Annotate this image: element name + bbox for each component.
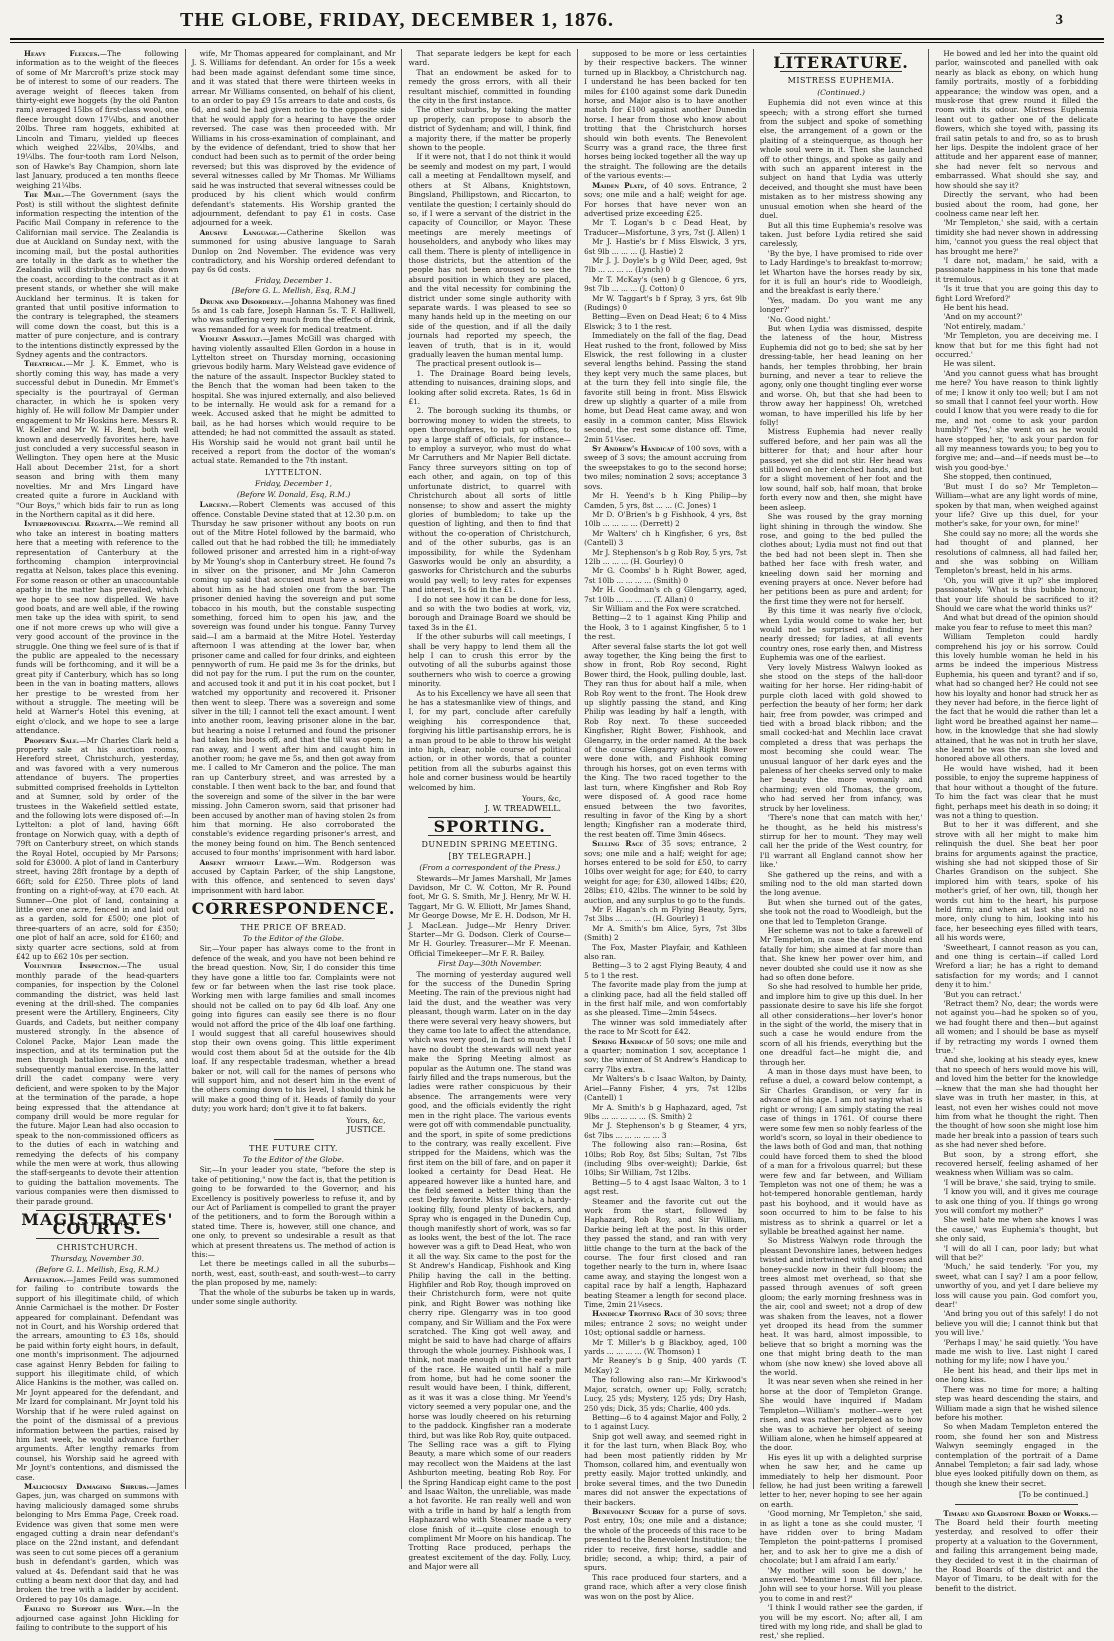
dateline: Friday, December 1, (255, 479, 333, 489)
letter-body: The other suburbs, by taking the matter up properly, can propose to absorb the district of Sydenham; and will, I think, find a majority there, if the matter be properly shown to the people. (408, 105, 572, 153)
section-heading: SPORTING. (433, 816, 546, 836)
race-heading: Benevolent Scurry for a purse of sovs. Post entry, 10s; one mile and a distance; the whole of the proceeds of this race to be presented to the Benevolent Institution; the rider to receive, first horse, saddle and bridle; second, a whip; third, a pair of spurs. (584, 1506, 747, 1573)
letter-body: 1. The Drainage Board being levels, attending to nuisances, draining slops, and looking after solid excreta. Rates, 1s 6d in £1. (408, 368, 572, 407)
story-paragraph: 'Perhaps I may,' he said quietly. 'You have made me wish to live. Last night I cared nothing for my life; now I have you.' (935, 1337, 1099, 1366)
article: Steamer and the favorite cut out the work from the start, followed by Haphazard, Rob Roy, and Sir William, Darkie being left at the post. In this order they passed the stand, and ran with very little change to the turn at the back of the course. The four first closed and ran together nearly to the turn in, where Isaac came away, and staying the longest won a capital race by half a length, Haphazard beating Steamer a length for second place. Time, 2min 21¼secs. (584, 1196, 747, 1310)
story-paragraph: 'Is it true that you are going this day to fight Lord Wreford?' (935, 284, 1099, 303)
letter-body: That an endowment be asked for to remedy the gross errors, with all their resultant mischief, committed in founding the city in the first instance. (408, 67, 572, 106)
column-4 (578, 49, 754, 1601)
article: Larceny.—Robert Clements was accused of this offence. Constable Devine stated that at 12.30 p.m. on Thursday he saw prisoner without any boots on run out of the Mitre Hotel followed by the barmaid, who called out that he had robbed the till; he immediately followed prisoner and arrested him in a right-of-way by Mr Young's shop in Canterbury street. He found 7s in silver on the prisoner, and Mr John Cameron coming up said that accused must have a sovereign about him as he had stolen one from the bar. The prisoner denied having the sovereign and put some tobacco in his mouth, but the constable suspecting something, forced him to open his jaw, and the sovereign was found under his tongue. Fanny Turvey said—I am a barmaid at the Mitre Hotel. Yesterday afternoon I was attending at the lower bar, when prisoner came and called for four drinks, and eighteen pennyworth of rum. He paid me 3s for the drinks, but did not pay for the rum. I put the rum on the counter, and accused took it and put it in his coat pocket, but I watched my opportunity and recovered it. Prisoner then went to sleep. There was a sovereign and some silver in the till; I cannot tell the exact amount. I went into another room, leaving prisoner alone in the bar, but hearing a noise I returned and found the prisoner had taken his boots off, and that the till was open; he ran away, and I went after him and caught him in another room; he gave me 5s, and then got away from me. I called to Mr Cameron and the police. The man ran up Canterbury street, and was arrested by a constable. I then went back to the bar, and found that the sovereign and some of the silver in the bar were missing. John Cameron sworn, said that prisoner had been accused by another man of having stolen 2s from him that morning. He also corroborated the constable's evidence regarding prisoner's arrest, and the money being found on him. The Bench sentenced accused to four months' imprisonment with hard labor. (191, 500, 396, 858)
story-paragraph: Mistress Euphemia had never really suffered before, and her pain was all the bitterer for that; and hour after hour passed, yet she did not stir. Her head was still bowed on her clenched hands, and but for a slight movement of her foot and the low sound, half sob, half moan, that broke forth every now and then, she might have been asleep. (759, 427, 923, 512)
letter-body: Let there be meetings called in all the suburbs—north, west, east, south-east, and south-west—to carry the plan proposed by me, namely: (191, 1259, 396, 1288)
article: Timaru and Gladstone Board of Works.—The Board held their fourth meeting yesterday, and resolved to offer their property at a valuation to the Government, and failing this arrangement being made, they decided to vest it in the chairman of the Road Boards of the district and the Mayor of Timaru, to be dealt with for the benefit to the district. (935, 1508, 1099, 1593)
article: The morning of yesterday augured well for the success of the Dunedin Spring Meeting. The rain of the previous night had laid the dust, and the weather was very pleasant, though warm. Later on in the day there were several very heavy showers, but they came too late to affect the attendance, which was very good, in fact so much that I have no doubt the stewards will next year make the Spring Meeting almost as popular as the Autumn one. The stand was fairly filled and the traps numerous, but the ladies were rather conspicuous by their absence. The arrangements were very good, and the officials evidently the right men in the right place. The various events were got off with commendable punctuality, and the sport, in spite of some predictions to the contrary, was really excellent. Five stripped for the Maidens, which was the first item on the bill of fare, and on paper it looked a certainty for Dead Heat. He appeared however like a hunted hare, and the field seemed a better thing than the cest Derby favorite. Miss Elswick, a hardy-looking filly, found plenty of backers, and Spray who is engaged in the Dunedin Cup, though manifestly short of work, was so far as looks went, the best of the lot. The race however was a gift to Dead Heat, who won it all the way. Six came to the post for the St Andrew's Handicap, Fishhook and King Philip having the call in the betting. Highfiler and Rob Roy, though improved on their Christchurch form, were not quite pink, and Right Bower was nothing like cherry ripe. Glengarry was in too good company, and Sir William and the Fox were scratched. The King got well away, and might be said to have had charge of affairs through the whole journey. Fishhook was, I think, not made enough of in the early part of the race. He waited until half a mile from home, but had he come sooner the result would have been, I think, different, as it was it was a close thing. Mr Yeend's victory seemed a very popular one, and the horse was loudly cheered on his returning to the paddock. Kingfisher ran a moderate third, but was like Rob Roy, quite outpaced. The Selling race was a gift to Flying Beauty, a mare which some of our readers may recollect won the Maidens at the last Ashburton meeting, beating Rob Roy. For the Spring Handicap eight came to the post and Isaac Walton, the unreliable, was made a hot favorite. He ran really well and won with a trifle in hand by half a length from Haphazard who with Steamer made a very close finish of it—quite close enough to compliment Mr Moore on his handicap. The Trotting Race produced, perhaps the greatest excitement of the day. Folly, Lucy, and Major were all (408, 969, 572, 1572)
letter-body: If it were not, that I do not think it would be seemly and modest on my part, I would call a meeting at Fendalltown myself, and others at St Albans, Knightstown, Bingsland, Phillipstown, and Riccarton, to ventilate the question; I certainly should do so, if I were a servant of the district in the capacity of Councillor, or Mayor. These meetings are merely meetings of householders, and anybody who likes may call them. There is plenty of intelligence in those districts, but the attention of the people has not been aroused to see the absurd position in which they are placed, and the vital necessity for combining the district under some single authority with separate wards. I was pleased to see so many hands held up in the meeting on our side of the question, and if all the daily journals had reported my speech, the leaven of truth, that is in it, would gradually leaven the human mental lump. (408, 152, 572, 359)
race-result: Mr Reaney's b g Snip, 400 yards (T. McKay) 2 (584, 1356, 747, 1375)
letter-body: That the whole of the suburbs be taken up in wards, under some single authority. (191, 1287, 396, 1306)
story-paragraph: His eyes lit up with a delighted surprise when he saw her, and he came up immediately to help her dismount. Poor fellow, he had just been writing a farewell letter to her, never hoping to see her again on earth. (759, 1452, 923, 1509)
story-paragraph: 'No. Good night.' (767, 314, 831, 324)
story-paragraph: 'By the bye, I have promised to ride over to Lady Hardinge's to breakfast to-morrow; let Wharton have the horses ready by six, for it is full an hour's ride to Woodleigh, and the breakfast is early there.' (759, 248, 923, 296)
article: Heavy Fleeces.—The following information as to the weight of the fleeces of some of Mr Marcroft's prize stock may be of interest to some of our readers. The average weight of fleeces taken from thirty-eight ewe hoggets (by the old Panton ram) averaged 15lbs of first-class wool, one fleece brought down 17¼lbs, and another 20lbs. Three ram hoggets, exhibited at Lincoln and Timaru, yielded up fleeces which weighed 22¼lbs, 20¼lbs, and 19¼lbs. The four-tooth ram Lord Nelson, son of Hawke's Bay Champion, shorn late last January, produced a ten months fleece weighing 21¼lbs. (16, 49, 179, 190)
dateline: (Before G. L. Mellish, Esq, R.M.) (35, 1264, 160, 1274)
signature: Yours, &c, JUSTICE. (346, 1115, 386, 1135)
story-paragraph: 'I will do all I can, poor lady; but what will that be?' (935, 1243, 1099, 1262)
article: Maliciously Damaging Shrubs.—James Gapes, jun, was charged on summons with having maliciously damaged some shrubs belonging to Mrs Emma Page, Creek road. Evidence was given that some men were engaged cutting a drain near defendant's place on the 22nd instant, and defendant was seen to cut some pieces off a geranium bush in defendant's garden, which was valued at 4s. Defendant said that he was cutting a beam next door that day, and had broken the tree with a ladder by accident. Ordered to pay 10s damage. (16, 1481, 179, 1604)
story-paragraph: 'But you can retract.' (943, 989, 1022, 999)
divider (955, 1504, 1078, 1505)
article: After several false starts the lot got well away together, the King being the first to show in front, Rob Roy second, Right Bower third, the Hook, pulling double, last. They ran thus for about half a mile, when Rob Roy went to the front. The Hook drew up slightly passing the stand, and King Philip was leading by half a length, with Rob Roy next. To these succeeded Kingfisher, Right Bower, Fishhook, and Glengarry, in the order named. At the back of the course Glengarry and Right Bower were done with, and Fishhook coming through his horses, got on even terms with the King. The two raced together to the last turn, where Kingfisher and Rob Roy were disposed of. A good race home ensued between the two favorites, resulting in favor of the King by a short length; Kingfisher ran a moderate third, the rest beaten off. Time 3min 46secs. (584, 641, 747, 839)
story-paragraph: By this time it was nearly five o'clock, when Lydia would come to wake her, but would not be surprised at finding her nearly dressed; for ladies, at all events country ones, rose early then, and Mistress Euphemia was one of the earliest. (759, 606, 923, 663)
article: Absent without Leave.—Wm. Rodgerson was accused by Captain Parker, of the ship Langstone, with this offence, and sentenced to seven days' imprisonment with hard labor. (191, 857, 396, 895)
letter-body: I do not see how it can be done for less, and so with the two bodies at work, viz, borough and Drainage Board we should be taxed 3s in the £1. (408, 594, 572, 632)
story-paragraph: 'Not entirely, madam.' (943, 321, 1026, 331)
column-2 (186, 49, 403, 1489)
story-paragraph: 'And you cannot guess what has brought me here? You have reason to think lightly of me; I know it only too well; but I am not so small that I cannot feel your worth. How could I know that you were ready to die for me, and not come to ask your pardon humbly?' 'Yes,' she went on as he would have stopped her, 'to ask your pardon for all my meanness towards you; to beg you to forgive me; and—and—if needs must be—to wish you good-bye.' (935, 368, 1099, 472)
race-result: Mr J. Hastie's br f Miss Elswick, 3 yrs, 6st 9lb ... ... ... (J. Hastie) 2 (584, 237, 747, 256)
subheading: [BY TELEGRAPH.] (448, 851, 532, 861)
race-result: Mr Walters' ch h Kingfisher, 6 yrs, 8st (Cantell) 3 (584, 528, 747, 548)
story-paragraph: Directly the servant, who had been busied about the room, had gone, her coolness came near left her. (935, 190, 1099, 218)
article: The Mail.—The Government (says the Post) is still without the slightest definite information respecting the intention of the Pacific Mail Company in reference to the Californian mail service. The Zealandia is due at Auckland on Sunday next, with the incoming mail, but the postal authorities are totally in the dark as to whether the Zealandia will distribute the mails down the coast, according to the contract as it at present stands, or whether she will make Auckland her terminus. It is taken for granted that until positive information to the contrary is telegraphed, the steamers will come down the coast, but this is a matter of pure conjecture, and is contrary to the intentions distinctly expressed by the Sydney agents and the contractors. (16, 190, 179, 359)
article: Betting—3 to 2 agst Flying Beauty, 4 and 5 to 1 the rest. (584, 961, 747, 980)
article: The following also ran:—Rosina, 6st 10lbs; Rob Roy, 8st 5lbs; Sultan, 7st 7lbs (including 9lbs over-weight); Darkie, 6st 10lbs; Sir William, 7st 12lbs. (584, 1140, 747, 1178)
subheading: THE FUTURE CITY. (249, 1143, 338, 1153)
article: This race produced four starters, and a grand race, which after a very close finish was won on the post by Alice. (584, 1572, 747, 1601)
story-paragraph: 'There's none that can match with her,' he thought, as he held his mistress's stirrup for her to mount. 'They may well call her the pride of the West country, for I'll warrant all England cannot show her like.' (759, 813, 923, 870)
story-paragraph: But when Lydia was dismissed, despite the lateness of the hour, Mistress Euphemia did not go to bed; she sat by her dressing-table, her head leaning on her hands, her temples throbbing, her brain burning, and never a tear to relieve the agony, only one thought tingling ever worse and worse. Oh, but that she had been to throw away her happiness! Oh, wretched woman, to have imperilled his life by her folly! (759, 323, 923, 428)
column-3 (402, 49, 578, 1572)
letter-body: As to his Excellency we have all seen that he has a statesmanlike view of things, and I, for my part, conclude after carefully weighing his correspondence that, forgiving his little partisanship errors, he is a man proud to be able to throw his weight into high, clear, noble course of political action, or in other words, that a counter petition from all the suburbs against this hole and corner business would be heartily welcomed by him. (408, 688, 572, 792)
article: Interprovincial Regatta.—We remind all who take an interest in boating matters here that a meeting with reference to the representation of Canterbury at the forthcoming champion interprovincial regatta at Nelson, takes place this evening. For some reason or other an unaccountable apathy in the matter has prevailed, which we hope to see now dispelled. We have good boats, and are well able, if the rowing men take up the idea with spirit, to send one if not more crews up who will give a very good account of the province in the struggle. One thing we feel sure of is that if the public are appealed to the necessary funds will be forthcoming, and it will be a great pity if Canterbury, which has so long been in the van in boating matters, allows her prestige to be wrested from her without a struggle. The meeting will be held at Warner's Hotel this evening, at eight o'clock, and we hope to see a large attendance. (16, 519, 179, 736)
article: Affiliation.—James Feild was summoned for failing to contribute towards the support of his illegitimate child, of which Annie Carmichael is the mother. Dr Foster appeared for complainant. Defendant was not in Court, and his Worship ordered that the arrears, amounting to £3 18s, should be paid within forty eight hours, in default, one month's imprisonment. The adjourned case against Henry Bebden for failing to support his illegitimate child, of which Alice Hankins is the mother, was called on. Mr Joynt appeared for the defendant, and Mr Izard for complainant. Mr Joynt told his Worship that if he were ruled against on the point of the dismissal of a previous information between the parties, raised by him last week, he would advance further arguments. After lengthy remarks from counsel, his Worship said he agreed with Mr Joynt's contentions, and dismissed the case. (16, 1275, 179, 1482)
letter-body: That separate ledgers be kept for each ward. (408, 49, 572, 68)
race-heading: St Andrew's Handicap of 100 sovs, with a sweep of 3 sovs; the amount accruing from the sweepstakes to go to the second horse; two miles; nomination 2 sovs; acceptance 3 sovs. (584, 444, 747, 491)
story-title: MISTRESS EUPHEMIA. (787, 76, 895, 86)
story-paragraph: So she had resolved to humble her pride, and implore him to give up this duel. In her passionate desire to save his life she forgot all other considerations—her lover's honor in the sight of the world, the misery that in such a case he would endure from the scorn of all his friends, everything but the one dreadful fact—he might die, and through her. (759, 982, 923, 1067)
story-paragraph: William Templeton could hardly comprehend his joy or his sorrow. Could this lovely humble woman he held in his arms be indeed the imperious Mistress Euphemia, his queen and tyrant? and if so, what had so changed her? He could not see how his loyalty and honor had struck her as they never had before, in the fierce light of the fact that he would die rather than let a light word be breathed against her name—how, in the knowledge that she had slowly attained, that he was not in truth her slave, she learnt he was the man she loved and honored above all others. (935, 632, 1099, 764)
race-result: Mr H. Goodman's ch g Glengarry, aged, 7st 10lb ... ... ... ... (T. Allan) 0 (584, 585, 747, 604)
race-result: Mr T. McKay's (sen) b g Glencoe, 6 yrs, 9st 7lb ... ... ... (J. Cotton) 0 (584, 274, 747, 294)
column-1 (10, 49, 186, 1633)
article: The winner was sold immediately after the race to Mr Scott for £42. (584, 1017, 747, 1037)
story-paragraph: But to her it was different, and she strove with all her might to make him relinquish the duel. She beat her poor brains for arguments against the practice, wishing she had not skipped those of Sir Charles Grandison on the subject. She implored him with tears, spoke of his mother's grief, of her own, till, though her words cut him to the heart, his purpose held firm; and when at last she said no more, only clung to him, looking into his face, her beseeching eyes filled with tears, all his words were, (935, 820, 1099, 943)
story-paragraph: He was silent. (943, 359, 996, 369)
race-result: Mr A. Smith's bm Alice, 5yrs, 7st 3lbs (Smith) 2 (584, 923, 747, 943)
article: Sir William and the Fox were scratched. (592, 603, 741, 613)
article: supposed to be more or less certainties by their respective backers. The winner turned up in Blackboy, a Christchurch nag. I understand he has been backed for ten miles for £100 against some dark Dunedin horse, and Major also is to have another match for £100 against another Dunedin horse. I hear from those who know about trotting that the Christchurch horses should win both events. The Benevolent Scurry was a grand race, the three first horses being locked together all the way up the straight. The following are the details of the various events:— (584, 49, 747, 181)
dateline: Friday, December 1. (255, 275, 333, 285)
story-paragraph: 'My mother will soon be down,' he answered. 'Meantime I must fill her place. John will see to your horse. Will you please you to come in and rest?' (759, 1565, 923, 1603)
race-result: Mr J. Stephenson's b g Rob Roy, 5 yrs, 7st 12lb ... ... ... (H. Gourley) 0 (584, 547, 747, 566)
race-result: Mr J. Stephenson's b g Steamer, 4 yrs, 6st 7lbs ... ... ... ... ... 3 (584, 1121, 747, 1140)
story-paragraph: She well hate me when she knows I was the cause,' was Euphemia's thought, but she only said, (935, 1215, 1099, 1244)
story-paragraph: 'I think I would rather see the garden, if you will be my escort. No; after all, I am tired with my long ride, and shall be glad to rest,' she replied. (759, 1603, 923, 1641)
subheading: CHRISTCHURCH. (56, 1242, 138, 1252)
letter-body: If the other suburbs will call meetings, I shall be very happy to lend them all the help I can to crush this error by the outvoting of all the suburbs against those southerners who wish to coerce a growing minority. (408, 632, 572, 689)
story-paragraph: And what but dread of the opinion should make you fear to refuse to meet this man? (935, 613, 1099, 632)
story-paragraph: He bent his head, and their lips met in one long kiss. (935, 1365, 1099, 1385)
story-paragraph: 'I dare not, madam,' he said, with a passionate happiness in his tone that made it tremulous. (935, 255, 1099, 284)
story-paragraph: 'I will be brave,' she said, trying to smile. (943, 1177, 1097, 1187)
masthead (10, 8, 1104, 32)
story-paragraph: Very lovely Mistress Walwyn looked as she stood on the steps of the hall-door waiting for her horse. Her riding-habit of purple cloth laced with gold showed to perfection the beauty of her form; her dark hair, free from powder, was crimped and tied with a broad black ribbon; and the small cocked-hat and Mechlin lace cravat completed a dress that was perhaps the most becoming she could wear. The unusual languor of her dark eyes and the paleness of her cheeks served only to make her beauty the more womanly and charming; even old Thomas, the groom, who had served her from infancy, was struck by her loveliness. (759, 662, 923, 813)
dateline: [Before G. L. Mellish, Esq, R.M.] (231, 286, 356, 296)
article: Property Sale.—Mr Charles Clark held a property sale at his auction rooms, Hereford street, Christchurch, yesterday, and was favored with a very numerous attendance of buyers. The properties submitted comprised freeholds in Lyttelton and at Sumner, sold by order of the trustees in the Wakefield settled estate, and the following lots were disposed of:—In Lyttelton: a plot of land, having 66ft frontage on Norwich quay, with a depth of 79ft on Canterbury street, on which stands the Royal Hotel, occupied by Mr Parsons; sold for £3000. A plot of land in Canterbury street, having 28ft frontage by a depth of 66ft; sold for £250. Three plots of land fronting on a right-of-way, at £70 each. At Sumner—One plot of land, containing a little over one acre, fenced in and laid out as a garden, sold for £500; one plot of three-quarters of an acre, sold for £350; one plot of half an acre, sold for £160; and sixty quarter acre sections, sold at from £42 up to £62 10s per section. (16, 735, 179, 961)
letter-body: 2. The borough sucking its thumbs, or borrowing money to widen the streets, to open thoroughfares, to put up offices, to pay a large staff of officials, for instance—to employ a surveyor, who must do what Mr Carruthers and Mr Napier Bell dictate. Fancy three surveyors sitting on top of each other, and again, on top of this unfortunate district, to quarrel with Christchurch about all sorts of little nonsense; to show and assert the mighty glories of bumbledom; to take up the question of lighting, and then to find that without the co-operation of Christchurch, and of the other suburbs, gas is an impossibility, for while the Sydenham Gasworks would be only an absurdity, a gasworks for Christchurch and the suburbs would pay well; to levy rates for expenses and interest, 1s 6d in the £1. (408, 406, 572, 595)
article: Betting—2 to 1 against King Philip and the Hook, 3 to 1 against Kingfisher, 5 to 1 the rest. (584, 613, 747, 642)
article: Snip got well away, and seemed right in it for the last turn, when Black Boy, who had been most patiently ridden by Mr Thomson, collared him, and eventually won pretty easily. Major trotted unkindly, and broke several times, and the two Dunedin mares did not answer the expectations of their backers. (584, 1431, 747, 1507)
article: Betting—5 to 4 agst Isaac Walton, 3 to 1 agst rest. (584, 1177, 747, 1197)
race-result: Mr T. Logan's b c Dead Heat, by Traducer—Misfortune, 3 yrs, 7st (J. Allen) 1 (584, 218, 747, 237)
story-paragraph: She was roused by the gray morning light shining in through the window. She rose, and going to the bed pulled the clothes about; Lydia must not find out that the bed had not been slept in. Then she bathed her face with fresh water, and kneeling down said her morning and evening prayers at once. Never before had her petitions been as pure and ardent; for the first time they were not for herself. (759, 512, 923, 606)
race-result: Mr T. Miller's b g Blackboy, aged, 100 yards ... ... ... ... (W. Thomson) 1 (584, 1337, 747, 1357)
address-line: To the Editor of the Globe. (243, 1154, 345, 1164)
masthead-rule (10, 38, 1104, 43)
section-heading: MAGISTRATES' COURTS. (21, 1209, 174, 1239)
dateline: (Before W. Donald, Esq, R.M.) (236, 489, 351, 499)
address-line: To the Editor of the Globe. (243, 933, 345, 943)
story-paragraph: She gathered up the reins, and with a smiling nod to the old man started down the long avenue. (759, 869, 923, 898)
story-paragraph: But when she turned out of the gates, she took not the road to Woodleigh, but the one that led to Templeton Grange. (759, 897, 923, 926)
column-6 (929, 49, 1104, 1593)
race-result: Mr F. Hagan's ch m Flying Beauty, 5yrs, 7st 3lbs ... ... ... ... (H. Gourley) 1 (584, 904, 747, 924)
story-paragraph: 'Oh, you will give it up?' she implored passionately. 'What is this bubble honour, that your life should be sacrificed to it? Should we care what the world thinks us?' (935, 575, 1099, 613)
story-paragraph: He bent his head. (943, 302, 1009, 312)
story-paragraph: 'Retract them? No, dear; the words were not against you—had he spoken so of you, we had fought there and then—but against all women; and I should be base as myself if by retracting my words I owned them true.' (935, 999, 1099, 1056)
continued-note: (Continued.) (817, 87, 865, 97)
story-paragraph: And she, looking at his steady eyes, knew that no speech of hers would move his will, and loved him the better for the knowledge—knew that the man she had thought her slave was in truth her master, in this, at least, not even her wishes could not move him from what he thought the right. Then the thought of how soon she might lose him made her break into a passion of tears such as she had never shed before. (935, 1055, 1099, 1150)
article: Betting—6 to 4 against Major and Folly, 2 to 1 against Lucy. (584, 1412, 747, 1432)
story-paragraph: 'Mr Templeton, you are deceiving me. I know that but for me this fight had not occurred.' (935, 331, 1099, 359)
masthead-title: THE GLOBE, FRIDAY, DECEMBER 1, 1876. (180, 8, 615, 31)
story-paragraph: He would have wished, had it been possible, to enjoy the supreme happiness of that hour without a thought of the future. To him the fact was clear that he must fight, perhaps meet his death in so doing; it was not a thing to question. (935, 763, 1099, 820)
article: Volunteer Inspection.—The usual monthly parade of the head-quarters companies, for inspection by the Colonel commanding the district, was held last evening at the drill-shed. The companies present were the Artillery, Engineers, City Guards, and Cadets, but neither company mustered strongly. In the absence of Colonel Packe, Major Lean made the inspection, and at its termination put the men through battalion movements, and subsequently manual exercise. In the latter drill the cadet company were very deficient, and were spoken to by the Major at the termination of the parade, a hope being expressed that the attendance at company drill would be more regular for the future. Major Lean had also occasion to speak to the non-commissioned officers as to the duties of each in watching and remedying the defects of his company while the men were at work, thus allowing the staff-sergeants to devote their attention to guiding the battalion movements. The various companies were then dismissed to their parade ground. (16, 961, 179, 1206)
story-paragraph: A man in those days must have been, to refuse a duel, a coward below contempt, a Sir Charles Grandison, or very far in advance of his age. I am not saying what is right or wrong; I am simply stating the real case of things in 1761. Of course there were some few men so nobly fearless of the world's scorn, so loyal in their obedience to the laws both of God and man, that nothing could have forced them to shed the blood of a man for a frivolous quarrel; but these were few and far between, and William Templeton was not one of them; he was a hot-tempered honorable gentleman, hardy past his boyhood, and it would have as soon occurred to him to be false to his mistress as to shrink a quarrel or let a syllable be breathed against her name. (759, 1067, 923, 1236)
race-result: Mr J. J. Doyle's b g Wild Deer, aged, 9st 7lb ... ... ... ... (Lynch) 0 (584, 255, 747, 275)
signature: Yours, &c, J. W. TREADWELL. (484, 794, 562, 813)
article: Immediately on the fall of the flag, Dead Heat rushed to the front, followed by Miss Elswick, the rest following in a cluster several lengths behind. Passing the stand they kept very much the same places, but at the turn they fell into single file, the favorite still being in front. Miss Elswick drew up slightly a quarter of a mile from home, but Dead Heat came away, and won easily in a common canter, Miss Elswick second, the rest some distance off. Time, 2min 51¼sec. (584, 331, 747, 444)
columns (10, 49, 1104, 1641)
story-paragraph: So when Madam Templeton entered the room, she found her son and Mistress Walwyn seemingly engaged in the contemplation of the portrait of a Dame Annabel Templeton; a fair sad lady, whose blue eyes looked pitifully down on them, as though she knew their secret. (935, 1422, 1099, 1488)
story-paragraph: 'Sweetheart, I cannot reason as you can, and one thing is certain—if called Lord Wreford a liar; he has a right to demand satisfaction for my words; and I cannot deny it to him.' (935, 942, 1099, 990)
race-result: Mr H. Yeend's b h King Philip—by Camden, 5 yrs, 8st ... ... (C. Jones) 1 (584, 491, 747, 510)
race-result: Mr Walters's b c Isaac Walton, by Dainty, Ariel—Fanny Fisher, 4 yrs, 7st 12lbs (Cantell) 1 (584, 1074, 747, 1103)
story-paragraph: 'I know you will, and it gives me courage to ask one thing of you. If things go wrong you will comfort my mother?' (935, 1187, 1099, 1215)
story-paragraph: 'Yes, madam. Do you want me any longer?' (759, 295, 923, 315)
dateline: First Day—30th November. (437, 959, 542, 969)
story-paragraph: But all this time Euphemia's resolve was taken. Just before Lydia retired she said carelessly, (759, 220, 923, 249)
divider (274, 1139, 314, 1140)
story-paragraph: So Mistress Walwyn rode through the pleasant Devonshire lanes, between hedges twisted and intertwined with dog-roses and honey-suckle now in their full bloom; the trees almost met overhead, so that she passed through avenues of soft green gloom; the early morning freshness was in the air, cool and sweet; not a drop of dew was shaken from the leaves, not a flower yet drooped its head from the summer heat. It was hard, almost impossible, to believe that so bright a morning was the one that might bring death to the man whom (she now knew) she loved above all the world. (759, 1236, 923, 1378)
section-heading: LITERATURE. (773, 53, 909, 72)
dateline: (From a correspondent of the Press.) (419, 863, 561, 873)
story-paragraph: She stopped, then continued, (943, 472, 1052, 482)
story-paragraph: Her scheme was not to take a farewell of Mr Templeton, in case the duel should end fatally for him; she aimed at far more than that. She knew her power over him, and never doubted she could use it now as she had so often done before. (759, 925, 923, 982)
page-number: 3 (1055, 11, 1064, 28)
article: Drunk and Disorderly.—Johanna Mahoney was fined 5s and 1s cab fare, Joseph Hannan 5s. T. F. Halliwell, who was suffering very much from the effects of drink, was remanded for a week for medical treatment. (191, 296, 396, 334)
story-paragraph: It was near seven when she reined in her horse at the door of Templeton Grange. She would have inquired if Madam Templeton—William's mother—were yet risen, and was rather perplexed as to how she was to achieve her object of seeing William alone, when he himself appeared at the door. (759, 1377, 923, 1453)
article: Theatrical.—Mr J. K. Emmet, who is shortly coming this way, has made a very successful debut in Dunedin. Mr Emmet's specialty is the pourtrayal of German character, in which he is spoken very highly of. He will follow Mr Dampier under engagement to Mr Hoskins here. Messrs R. W. Keller and Mr W. H. Bent, both well known and deservedly favorites here, have just concluded a very successful season in Wellington. They open here at the Music Hall about December 21st, for a short season and bring with them many novelties. Mr and Mrs Lingard have created quite a furore in Auckland with "Our Boys," which bids fair to run as long in the Northern capital as it did here. (16, 359, 179, 519)
article: Failing to Support his Wife.—In the adjourned case against John Hickling for failing to contribute to the support of his (16, 1604, 179, 1633)
article: The following also ran:—Mr Kirkwood's Major, scratch, owner up; Folly, scratch; Lucy, 25 yds; Mystery, 125 yds; Dry Hash, 250 yds; Dick, 35 yds; Charlie, 400 yds. (584, 1375, 747, 1413)
race-heading: Maiden Plate, of 40 sovs. Entrance, 2 sovs; one mile and a half; weight for age. For horses that have never won an advertised prize exceeding £25. (584, 180, 747, 218)
race-result: Mr G. Coombs' b h Right Bower, aged, 7st 10lb ... ... ... ... (Smith) 0 (584, 566, 747, 585)
article: Abusive Language.—Catherine Skellon was summoned for using abusive language to Sarah Dunlop on 2nd November. The evidence was very contradictory, and his Worship ordered defendant to pay 6s 6d costs. (191, 227, 396, 275)
story-paragraph: But soon, by a strong effort, she recovered herself, feeling ashamed of her weakness when William was so calm. (935, 1149, 1099, 1178)
story-paragraph: 'Mr Templeton,' she said, with a certain timidity she had never shown in addressing him, 'cannot you guess the real object that has brought me here?' (935, 218, 1099, 256)
race-result: Mr A. Smith's b g Haphazard, aged, 7st 9lbs ... ... ... ... ... (S. Smith) 2 (584, 1102, 747, 1121)
subheading: THE PRICE OF BREAD. (240, 922, 347, 932)
article: wife, Mr Thomas appeared for complainant, and Mr J. S. Williams for defendant. An order for 15s a week had been made against defendant some time since, and it was stated that there were thirteen weeks in arrear. Mr Williams consented, on behalf of his client, to an order to pay £9 15s arrears to date and costs, 6s 6d, and said he had given notice to the opposite side that he would apply for a hearing to have the order reversed. The case was then proceeded with. Mr Williams in his cross-examination of complainant, and by the evidence of defendant, tried to show that her conduct had been such as to permit of the order being reversed; but this was disproved by the evidence of several witnesses called by Mr Thomas. Mr Williams said he was instructed that several witnesses could be produced by his client which would confirm defendant's statements. His Worship granted the adjournment, defendant to pay £1 in costs. Case adjourned for a week. (191, 49, 396, 228)
story-paragraph: 'Much,' he said tenderly. 'For you, my sweet, what can I say? I am a poor fellow, unworthy of you, and yet I dare believe my loss will cause you pain. God comfort you, dear!' (935, 1262, 1099, 1310)
subheading: DUNEDIN SPRING MEETING. (421, 840, 559, 850)
story-paragraph: 'Good morning, Mr Templeton,' she said, in as light a tone as she could muster, 'I have ridden over to bring Madam Templeton the point-patterns I promised her, and to ask her to give me a dish of chocolate; but I am afraid I am early.' (759, 1509, 923, 1566)
letter-body: Sir,—Your paper has always come to the front in defence of the weak, and you have not been behind re the bread question. Now, Sir, I do consider this time they have gone a little too far. Complaints were not few or far between when the last rise took place. Working men with large families and small incomes should not be called on to pay 6d 4lb loaf. Any one going into figures can easily see there is no flour would not afford the price of the 4lb loaf one farthing. I would suggest that all careful housewives should stop their own ovens going. This little experiment would cost them about 5d at the outside for the 4lb loaf. If any respectable tradesman, whether a bread baker or not, will call for the names of persons who will support him, and not desert him in the event of the others coming down to his level, I should think he will make a good thing of it. Heads of family do your duty; you work hard; don't give it to fat bakers. (191, 944, 396, 1114)
article: Stewards—Mr James Marshall, Mr James Davidson, Mr C. W. Cotton, Mr R. Pound foot, Mr G. S. Smith, Mr J. Henry, Mr W. H. Taggart, Mr G. W. Elliott, Mr James Shand, Mr George Dowse, Mr E. H. Dodson, Mr H. J. MacLean. Judge—Mr Henry Driver. Starter—Mr G. Dodson. Clerk of Course—Mr H. Gourley. Treasurer—Mr F. Meenan. Official Timekeeper—Mr F. R. Bailey. (408, 873, 572, 958)
column-5 (754, 49, 930, 1641)
race-result: Mr D. O'Brien's b g Fishhook, 4 yrs, 8st 10lb ... ... ... ... (Derrett) 2 (584, 509, 747, 529)
story-paragraph: Euphemia did not even wince at this speech; with a strong effort she turned from the subject and spoke of something else, the arrangement of a gown or the plaiting of a steinquerque, as though her whole soul were in it. Then she launched off to other things, and spoke as gaily and with such an apparent interest in the subject on hand that Lydia was utterly deceived, and thought she must have been mistaken as to her mistress showing any unusual emotion when she heard of the duel. (759, 98, 923, 221)
story-paragraph: There was no time for more; a halting step was heard descending the stairs, and William made a sign that he wished silence before his mother. (935, 1384, 1099, 1422)
dateline: Thursday, November 30. (50, 1254, 145, 1264)
subheading: LYTTELTON. (264, 467, 323, 477)
letter-body: The practical present outlook is— (416, 359, 542, 369)
story-paragraph: 'And on my account?' (943, 312, 1023, 322)
race-result: Mr W. Taggart's b f Spray, 3 yrs, 6st 9lb (Rudings) 0 (584, 293, 747, 312)
article: Violent Assault.—James McGill was charged with having violently assaulted Ellen Gordon in a house in Lyttelton street on Thursday morning, occasioning grievous bodily harm. Mary Welstead gave evidence of the nature of the assault. Inspector Buckley stated to the Bench that the woman had been taken to the hospital. She was injured externally, and also believed to be internally. He would ask for a remand for a week. Accused asked that he might be admitted to bail, as he had horses which would require to be attended; he had not committed the assault as stated. His Worship said he would not grant bail until he received a report from the doctor of the woman's actual state. Remanded to the 7th instant. (191, 334, 396, 466)
section-heading: CORRESPONDENCE. (191, 899, 396, 919)
story-paragraph: She could say no more; all the words she had thought of and planned, her resolutions of calmness, all had failed her, and she was sobbing on William Templeton's breast, held in his arms. (935, 528, 1099, 576)
to-be-continued: [To be continued.] (1018, 1490, 1089, 1500)
article: Betting—Even on Dead Heat; 6 to 4 Miss Elswick; 3 to 1 the rest. (584, 312, 747, 331)
story-paragraph: 'And bring you out of this safely! I do not believe you will die; I cannot think but that you will live.' (935, 1309, 1099, 1338)
article: The favorite made play from the jump at a clinking pace, had all the field stalled off in the first half mile, and won comfortably as she pleased. Time—2min 54secs. (584, 980, 747, 1018)
story-paragraph: 'But must I do so? Mr Templeton—William—what are any light words of mine, spoken by that man, when weighed against your life? Give up this duel, for your mother's sake, for your own, for mine!' (935, 481, 1099, 529)
letter-body: Sir,—In your leader you state, "before the step is take of petitioning," now the fact is, that the petition is going to be forwarded to the Governor, and his Excellency is positively powerless to refuse it, and by our Act of Parliament is compelled to grant the prayer of the petitioners, and to form the Borough within a stated time. There is, however, still one chance, and one only, to prevent so undesirable a result as that which at present threatens us. The method of action is this:— (191, 1165, 396, 1259)
story-paragraph: He bowed and led her into the quaint old parlor, wainscoted and panelled with oak nearly as black as ebony, on which hung family portraits, mostly of a forbidding appearance; the window was open, and a musk-rose that grew round it filled the room with its odour. Mistress Euphemia leant out to gather one of the delicate flowers, which she toyed with, passing its frail satin petals to and fro, so as to brush her lips. Despite the indolent grace of her attitude and her apparent ease of manner, she had never felt so nervous and embarrassed. What should she say, and how should she say it? (935, 49, 1099, 190)
article: The Fox, Master Playfair, and Kathleen also ran. (584, 942, 747, 961)
race-heading: Spring Handicap of 50 sovs; one mile and a quarter; nomination 1 sov, acceptance 1 sov; the winner of St Andrew's Handicap to carry 7lbs extra. (584, 1036, 747, 1074)
race-heading: Handicap Trotting Race of 30 sovs; three miles; entrance 2 sovs; no weight under 10st; optional saddle or harness. (584, 1309, 747, 1338)
race-heading: Selling Race of 35 sovs; entrance, 2 sovs; one mile and a half; weight for age; horses entered to be sold for £50, to carry 10lbs over weight for age; for £40, to carry weight for age; for £30, allowed 14lbs; £20, 28lbs; £10, 42lbs. The winner to be sold by auction, and any surplus to go to the funds. (584, 839, 747, 905)
